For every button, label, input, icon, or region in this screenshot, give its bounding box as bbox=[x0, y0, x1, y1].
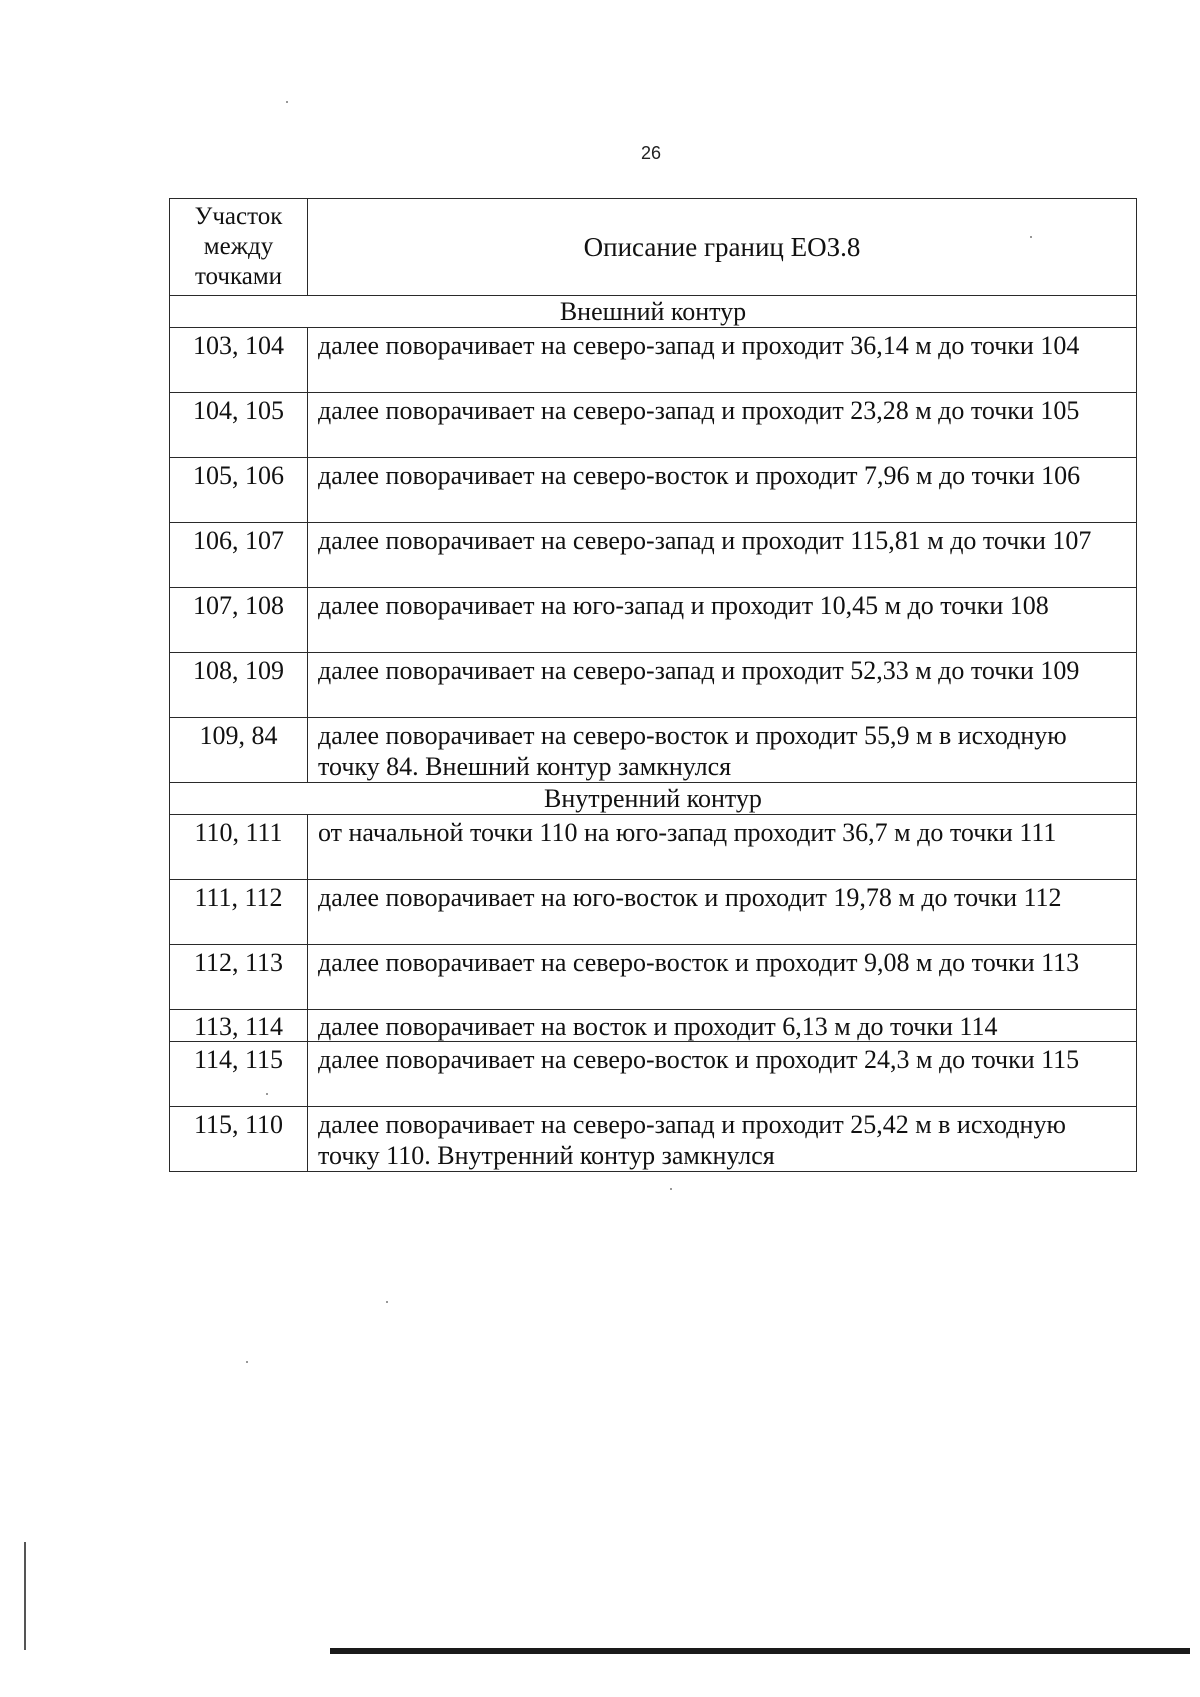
row-points: 106, 107 bbox=[170, 523, 308, 588]
scan-speck bbox=[266, 1093, 268, 1095]
table-row bbox=[170, 523, 1137, 588]
page-number: 26 bbox=[640, 143, 662, 163]
table-row bbox=[170, 328, 1137, 393]
scan-speck bbox=[670, 1188, 672, 1190]
row-description: далее поворачивает на северо-запад и проходит 25,42 м в исходную точку 110. Внутренний контур замкнулся bbox=[308, 1107, 1137, 1172]
section-title-outer: Внешний контур bbox=[170, 296, 1137, 328]
scan-speck bbox=[286, 101, 288, 103]
section-title-inner: Внутренний контур bbox=[170, 783, 1137, 815]
row-description: далее поворачивает на северо-восток и проходит 7,96 м до точки 106 bbox=[308, 458, 1137, 523]
row-description: далее поворачивает на северо-запад и проходит 52,33 м до точки 109 bbox=[308, 653, 1137, 718]
header-description-cell: Описание границ ЕОЗ.8 bbox=[308, 199, 1137, 296]
row-points: 113, 114 bbox=[170, 1010, 308, 1042]
row-points: 115, 110 bbox=[170, 1107, 308, 1172]
table-row bbox=[170, 815, 1137, 880]
row-points: 114, 115 bbox=[170, 1042, 308, 1107]
row-points: 112, 113 bbox=[170, 945, 308, 1010]
header-points-line: точками bbox=[194, 263, 283, 290]
row-description: далее поворачивает на юго-восток и проходит 19,78 м до точки 112 bbox=[308, 880, 1137, 945]
row-points: 107, 108 bbox=[170, 588, 308, 653]
row-points: 110, 111 bbox=[170, 815, 308, 880]
row-description: далее поворачивает на северо-запад и проходит 115,81 м до точки 107 bbox=[308, 523, 1137, 588]
row-description: далее поворачивает на восток и проходит 6,13 м до точки 114 bbox=[308, 1010, 1137, 1042]
row-points: 111, 112 bbox=[170, 880, 308, 945]
table-header-row bbox=[170, 199, 1137, 296]
row-description: далее поворачивает на северо-восток и проходит 55,9 м в исходную точку 84. Внешний контур замкнулся bbox=[308, 718, 1137, 783]
scan-edge-mark bbox=[24, 1542, 26, 1650]
row-points: 103, 104 bbox=[170, 328, 308, 393]
row-description: далее поворачивает на северо-восток и проходит 24,3 м до точки 115 bbox=[308, 1042, 1137, 1107]
row-points: 109, 84 bbox=[170, 718, 308, 783]
table-row bbox=[170, 880, 1137, 945]
scan-speck bbox=[1030, 236, 1032, 238]
section-row-inner bbox=[170, 783, 1137, 815]
table-row bbox=[170, 945, 1137, 1010]
header-points-cell bbox=[170, 199, 308, 296]
table-row bbox=[170, 393, 1137, 458]
section-row-outer bbox=[170, 296, 1137, 328]
boundary-table bbox=[169, 198, 1137, 1172]
row-points: 105, 106 bbox=[170, 458, 308, 523]
scan-speck bbox=[246, 1361, 248, 1363]
row-description: далее поворачивает на северо-запад и проходит 23,28 м до точки 105 bbox=[308, 393, 1137, 458]
row-description: далее поворачивает на северо-запад и проходит 36,14 м до точки 104 bbox=[308, 328, 1137, 393]
row-description: далее поворачивает на северо-восток и проходит 9,08 м до точки 113 bbox=[308, 945, 1137, 1010]
row-points: 104, 105 bbox=[170, 393, 308, 458]
table-row bbox=[170, 653, 1137, 718]
scan-bottom-rule bbox=[330, 1648, 1190, 1654]
row-description: далее поворачивает на юго-запад и проходит 10,45 м до точки 108 bbox=[308, 588, 1137, 653]
table-row bbox=[170, 1010, 1137, 1042]
table-row bbox=[170, 1042, 1137, 1107]
header-points-line: Участок bbox=[194, 203, 283, 230]
scan-speck bbox=[386, 1301, 388, 1303]
header-points-line: между bbox=[203, 233, 274, 260]
row-description: от начальной точки 110 на юго-запад проходит 36,7 м до точки 111 bbox=[308, 815, 1137, 880]
table-row bbox=[170, 718, 1137, 783]
table-row bbox=[170, 458, 1137, 523]
row-points: 108, 109 bbox=[170, 653, 308, 718]
table-row bbox=[170, 588, 1137, 653]
table-row bbox=[170, 1107, 1137, 1172]
